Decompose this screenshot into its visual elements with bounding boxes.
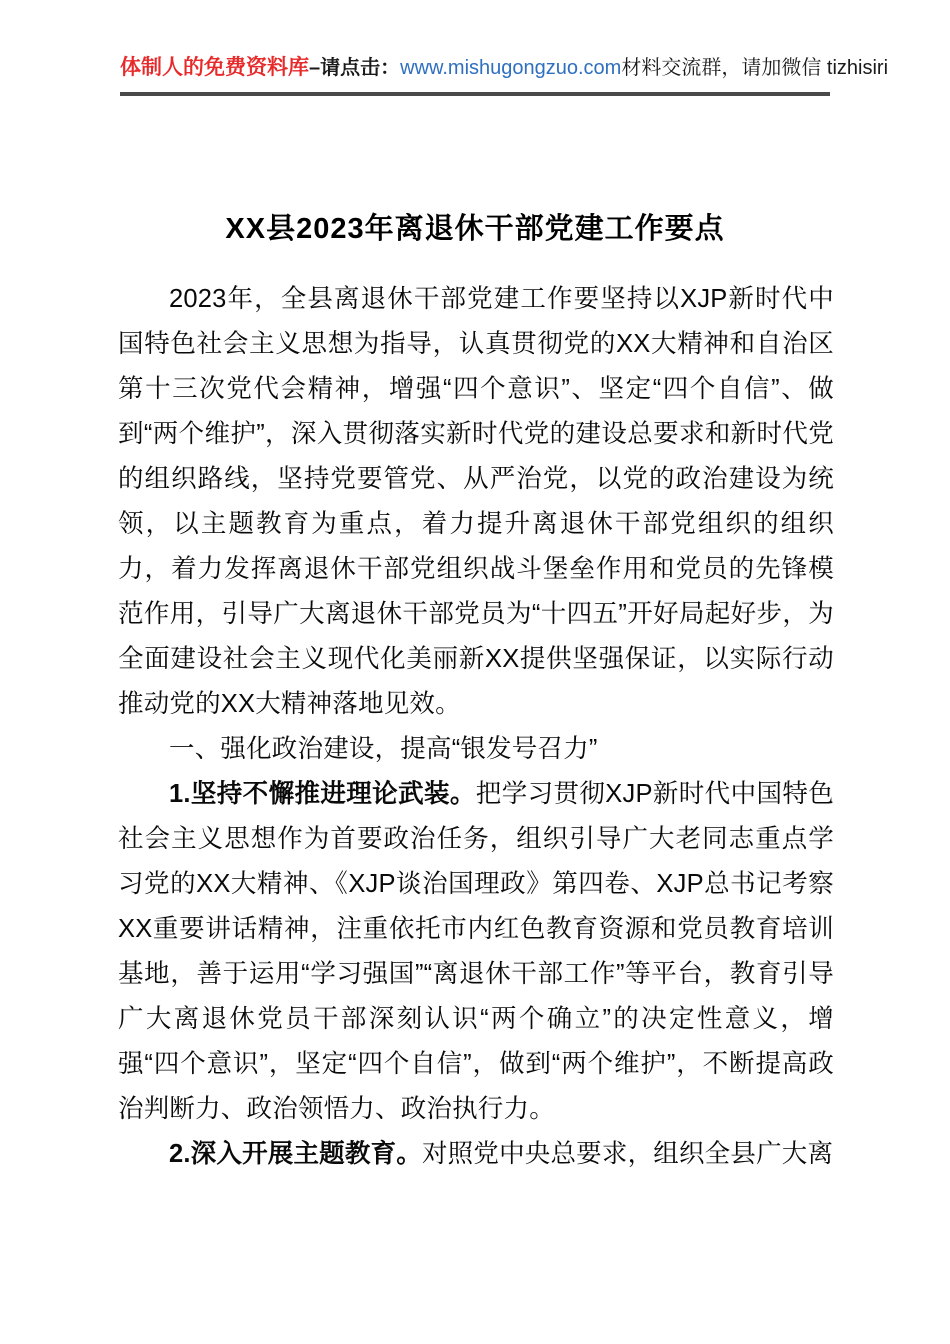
page-title: XX县2023年离退休干部党建工作要点 [225, 213, 725, 245]
paragraph-text: 2023年，全县离退休干部党建工作要坚持以XJP新时代中国特色社会主义思想为指导，认真贯彻党的XX大精神和自治区第十三次党代会精神，增强“四个意识”、坚定“四个自信”、做到“两个维护”，深入贯彻落实新时代党的建设总要求和新时代党的组织路线，坚持党要管党、从严治党，以党的政治建设为统领，以主题教育为重点，着力提升离退休干部党组织的组织力，着力发挥离退休干部党组织战斗堡垒作用和党员的先锋模范作用，引导广大离退休干部党员为“十四五”开好局起好步，为全面建设社会主义现代化美丽新XX提供坚强保证，以实际行动推动党的XX大精神落地见效。 [118, 285, 834, 718]
document-body [118, 277, 834, 1177]
paragraph-text: 对照党中央总要求，组织全县广大离 [421, 1140, 834, 1168]
paragraph-item-2 [118, 1132, 834, 1177]
paragraph-text: 把学习贯彻XJP新时代中国特色社会主义思想作为首要政治任务，组织引导广大老同志重点学习党的XX大精神、《XJP谈治国理政》第四卷、XJP总书记考察XX重要讲话精神，注重依托市内红色教育资源和党员教育培训基地，善于运用“学习强国”“离退休干部工作”等平台，教育引导广大离退休党员干部深刻认识“两个确立”的决定性意义，增强“四个意识”，坚定“四个自信”，做到“两个维护”，不断提高政治判断力、政治领悟力、政治执行力。 [118, 780, 834, 1123]
watermark-brand: 体制人的免费资料库 [120, 56, 309, 79]
watermark-contact: 材料交流群，请加微信 tizhisiri [621, 57, 889, 79]
paragraph-lead-in: 2.深入开展主题教育。 [169, 1140, 422, 1168]
section-heading-text: 一、强化政治建设，提高“银发号召力” [169, 735, 598, 763]
site-watermark-header [120, 52, 889, 84]
watermark-click-prompt: –请点击： [309, 57, 401, 79]
paragraph-lead-in: 1.坚持不懈推进理论武装。 [169, 780, 476, 808]
paragraph-item-1 [118, 772, 834, 1132]
paragraph-intro [118, 277, 834, 727]
section-heading-1 [118, 727, 834, 772]
header-divider-rule [120, 92, 830, 96]
watermark-line [120, 52, 889, 84]
watermark-url[interactable]: www.mishugongzuo.com [400, 57, 622, 79]
